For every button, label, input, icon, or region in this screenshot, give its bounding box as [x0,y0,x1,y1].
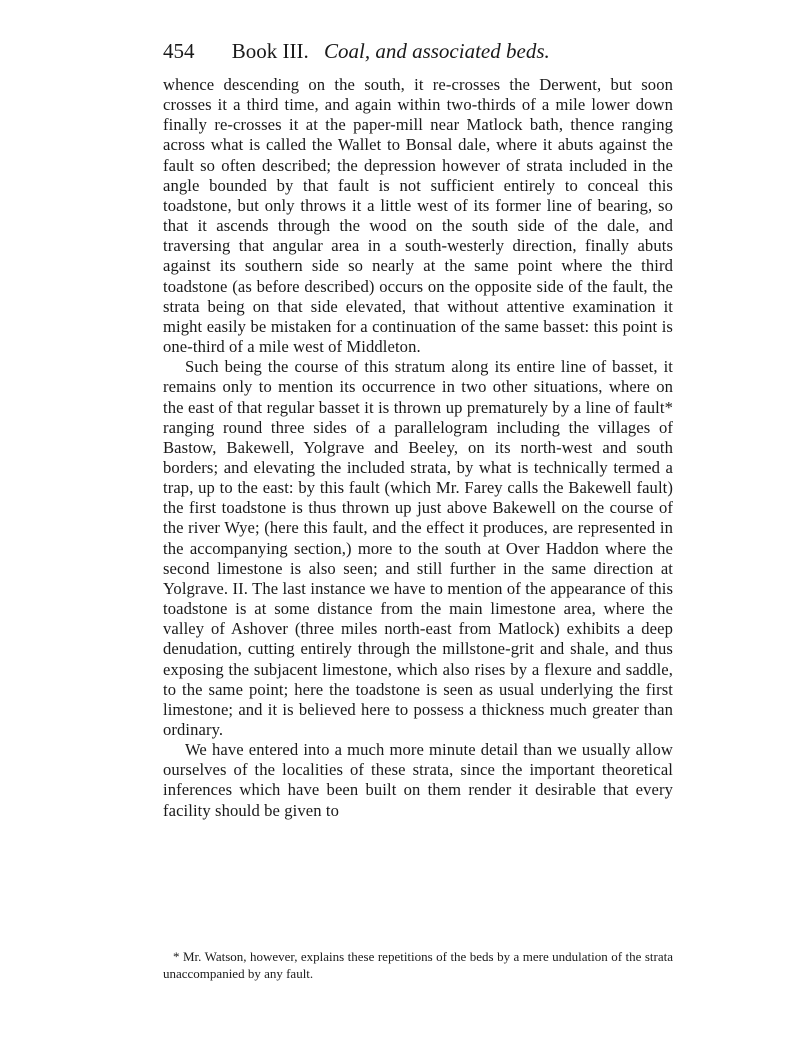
paragraph-basset-occurrences: Such being the course of this stratum along its entire line of basset, it remains only to mention its occurrence in two other situations, where on the east of that regular basset it is thrown up prematurely by a line of fault* ranging round three sides of a parallelogram including the villages of Bastow, Bakewell, Yolgrave and Beeley, on its north-west and south borders; and elevating the included strata, by what is technically termed a trap, up to the east: by this fault (which Mr. Farey calls the Bakewell fault) the first toadstone is thus thrown up just above Bakewell on the course of the river Wye; (here this fault, and the effect it produces, are represented in the accompanying section,) more to the south at Over Haddon where the second limestone is also seen; and still further in the same direction at Yolgrave. II. The last instance we have to mention of the appearance of this toadstone is at some distance from the main limestone area, where the valley of Ashover (three miles north-east from Matlock) exhibits a deep denudation, cutting entirely through the millstone-grit and shale, and thus exposing the subjacent limestone, which also rises by a flexure and saddle, to the same point; here the toadstone is seen as usual underlying the first limestone; and it is believed here to possess a thickness much greater than ordinary. [163,357,673,739]
chapter-title: Coal, and associated beds. [324,39,550,63]
paragraph-minute-detail: We have entered into a much more minute detail than we usually allow ourselves of the localities of these strata, since the important theoretical inferences which have been built on them render it desirable that every facility should be given to [163,740,673,820]
book-label: Book III. [231,39,309,63]
footnote [163,949,673,982]
paragraph-continuation: whence descending on the south, it re-crosses the Derwent, but soon crosses it a third time, and again within two-thirds of a mile lower down finally re-crosses it at the paper-mill near Matlock bath, thence ranging across what is called the Wallet to Bonsal dale, where it abuts against the fault so often described; the depression however of strata included in the angle bounded by that fault is not sufficient entirely to conceal this toadstone, but only throws it a little west of its former line of bearing, so that it ascends through the wood on the south side of the dale, and traversing that angular area in a south-westerly direction, finally abuts against its southern side so nearly at the same point where the third toadstone (as before described) occurs on the opposite side of the fault, the strata being on that side elevated, that without attentive examination it might easily be mistaken for a continuation of the same basset: this point is one-third of a mile west of Middleton. [163,75,673,357]
footnote-text: * Mr. Watson, however, explains these repetitions of the beds by a mere undulation of the strata unaccompanied by any fault. [163,949,673,981]
page-number: 454 [163,39,195,63]
body-text [163,75,673,821]
running-head [163,38,663,64]
